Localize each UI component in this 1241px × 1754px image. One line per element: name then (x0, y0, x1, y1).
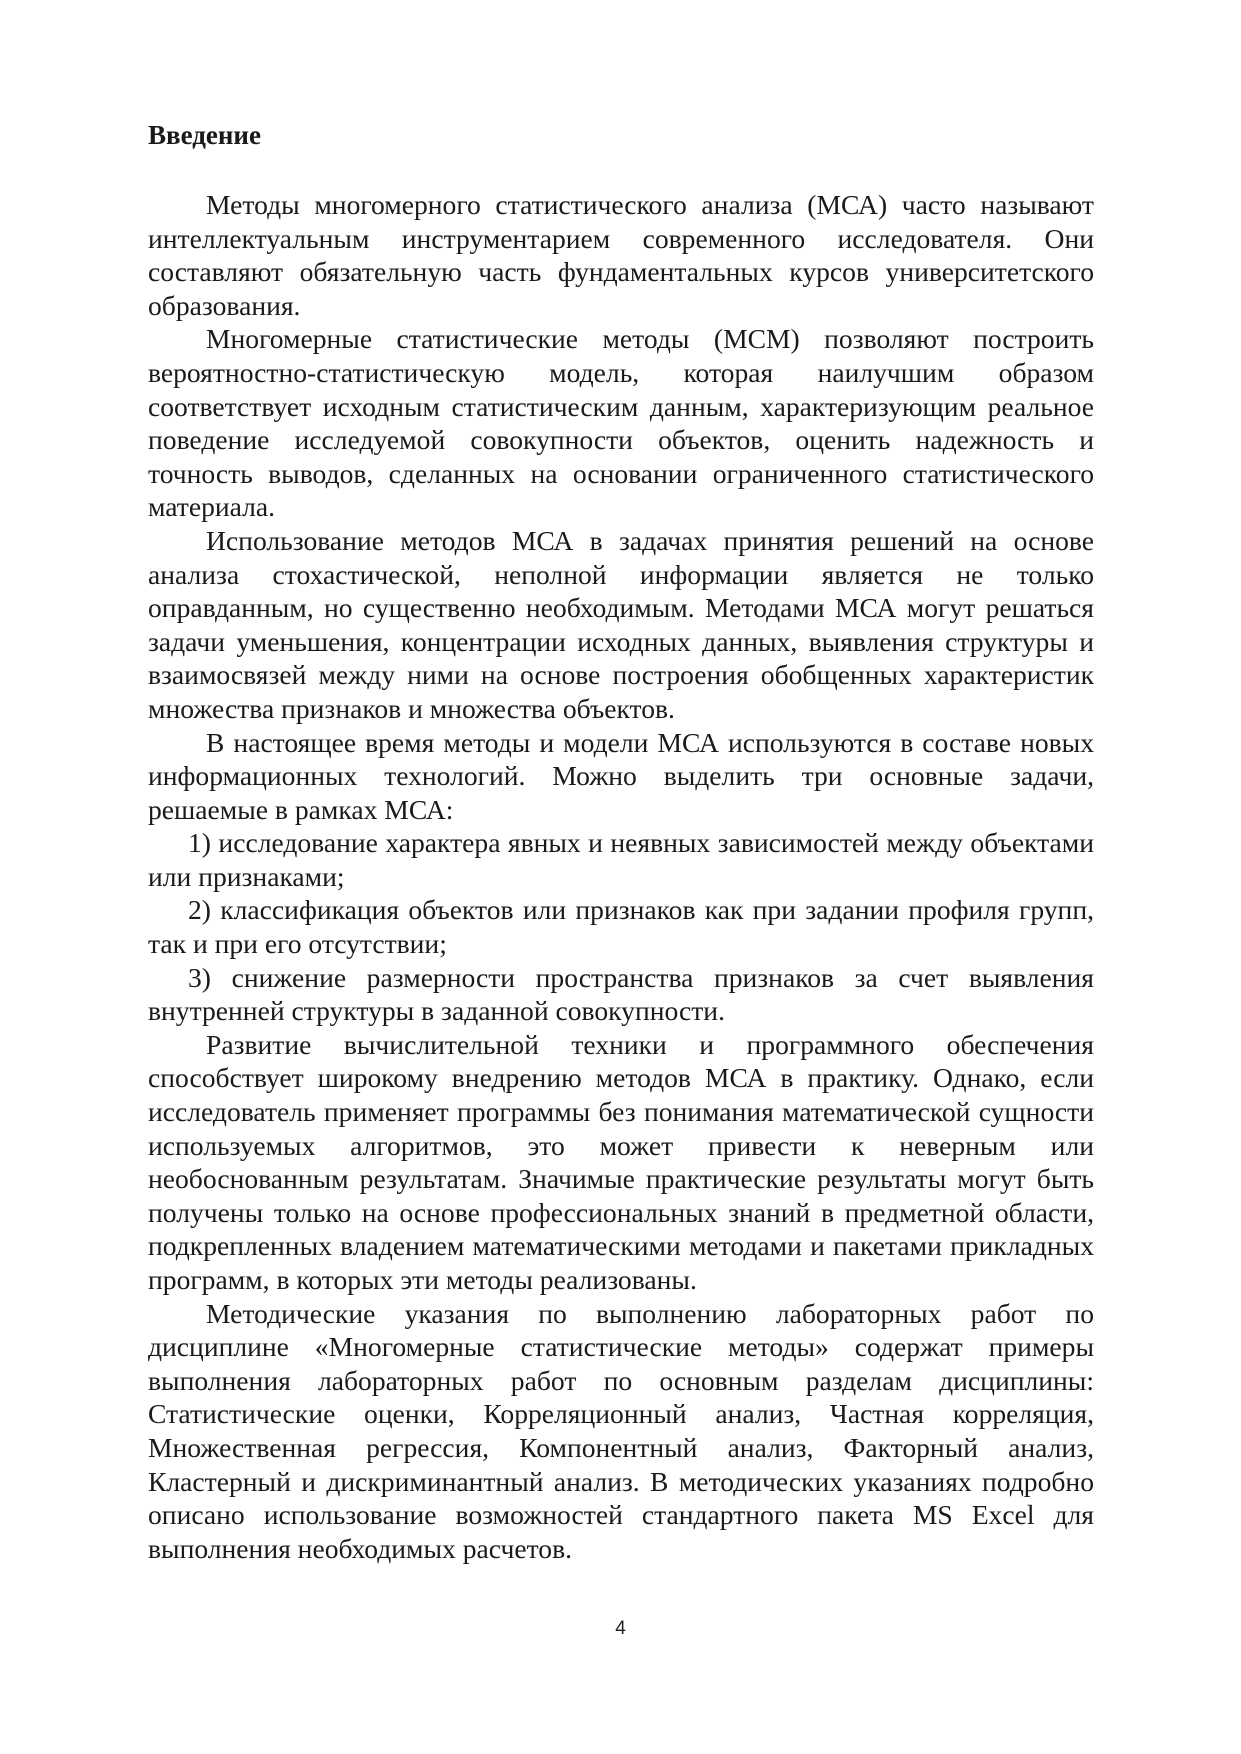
paragraph-msm: Многомерные статистические методы (МСМ) позволяют построить вероятностно-статистическую модель, которая наилучшим образом соответствует исходным статистическим данным, характеризующим реальное поведение исследуемой совокупности объектов, оценить надежность и точность выводов, сделанных на основании ограниченного статистического материала. (148, 323, 1094, 523)
paragraph-guidelines: Методические указания по выполнению лабораторных работ по дисциплине «Многомерные статистические методы» содержат примеры выполнения лабораторных работ по основным разделам дисциплины: Статистические оценки, Корреляционный анализ, Частная корреляция, Множественная регрессия, Компонентный анализ, Факторный анализ, Кластерный и дискриминантный анализ. В методических указаниях подробно описано использование возможностей стандартного пакета MS Excel для выполнения необходимых расчетов. (148, 1297, 1094, 1564)
paragraph-software: Развитие вычислительной техники и программного обеспечения способствует широкому внедрению методов МСА в практику. Однако, если исследователь применяет программы без понимания математической сущности используемых алгоритмов, это может привести к неверным или необоснованным результатам. Значимые практические результаты могут быть получены только на основе профессиональных знаний в предметной области, подкрепленных владением математическими методами и пакетами прикладных программ, в которых эти методы реализованы. (148, 1028, 1094, 1295)
list-item: 2) классификация объектов или признаков как при задании профиля групп, так и при его отсутствии; (148, 894, 1094, 960)
list-item: 1) исследование характера явных и неявных зависимостей между объектами или признаками; (148, 827, 1094, 892)
paragraph-tasks: В настоящее время методы и модели МСА используются в составе новых информационных технологий. Можно выделить три основные задачи, решаемые в рамках МСА: (148, 726, 1094, 825)
paragraph-intro: Методы многомерного статистического анализа (МСА) часто называют интеллектуальным инструментарием современного исследователя. Они составляют обязательную часть фундаментальных курсов университетского образования. (148, 189, 1094, 321)
page-number: 4 (615, 1618, 626, 1639)
list-item: 3) снижение размерности пространства признаков за счет выявления внутренней структуры в заданной совокупности. (148, 961, 1094, 1027)
paragraph-usage: Использование методов МСА в задачах принятия решений на основе анализа стохастической, неполной информации является не только оправданным, но существенно необходимым. Методами МСА могут решаться задачи уменьшения, концентрации исходных данных, выявления структуры и взаимосвязей между ними на основе построения обобщенных характеристик множества признаков и множества объектов. (148, 524, 1094, 724)
document-body (148, 118, 1094, 1565)
section-heading: Введение (148, 120, 261, 150)
